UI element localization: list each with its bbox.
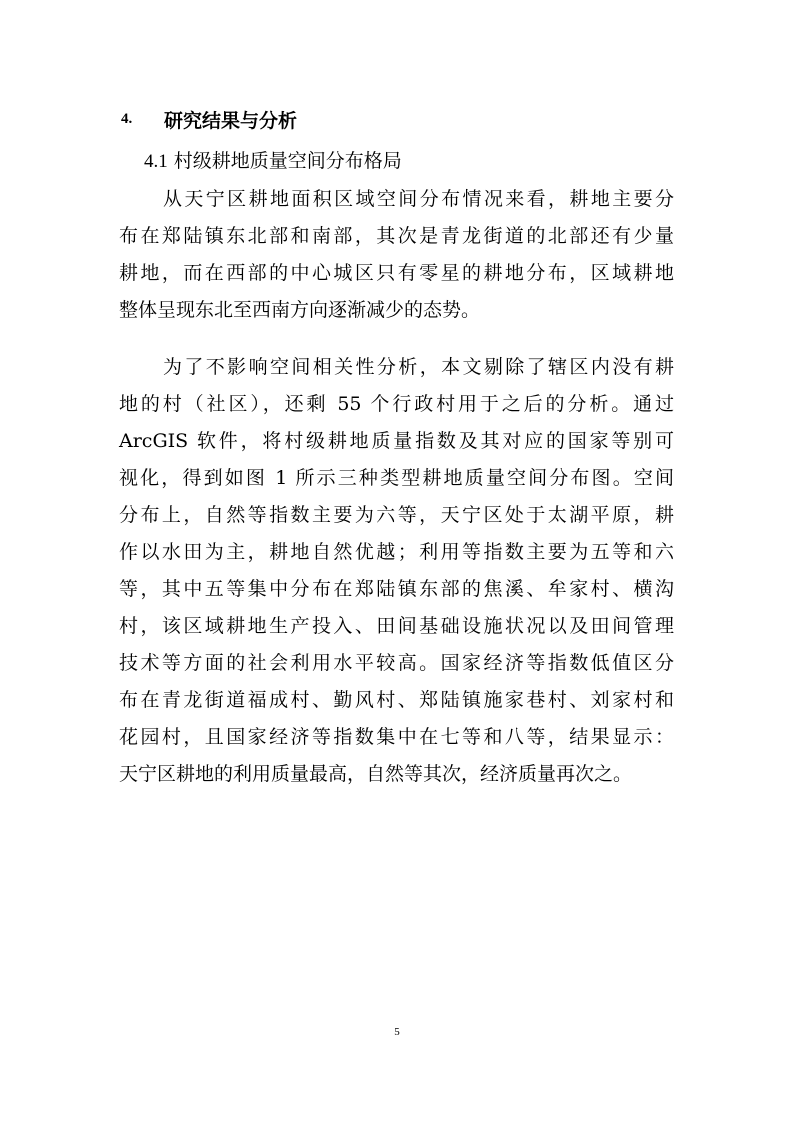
section-heading — [121, 103, 297, 135]
paragraph-line: 分布上，自然等指数主要为六等，天宁区处于太湖平原，耕 — [119, 504, 674, 526]
paragraph-2 — [119, 349, 674, 793]
paragraph-line: 技术等方面的社会利用水平较高。国家经济等指数低值区分 — [119, 652, 674, 674]
page-number: 5 — [394, 1026, 400, 1038]
paragraph-line: 布在郑陆镇东北部和南部，其次是青龙街道的北部还有少量 — [119, 225, 674, 247]
paragraph-line: 耕地，而在西部的中心城区只有零星的耕地分布，区域耕地 — [119, 262, 674, 284]
section-number: 4. — [121, 110, 133, 127]
section-title: 研究结果与分析 — [164, 109, 298, 132]
paragraph-line: 花园村，且国家经济等指数集中在七等和八等，结果显示： — [119, 726, 674, 748]
paragraph-line: 整体呈现东北至西南方向逐渐减少的态势。 — [119, 299, 481, 321]
paragraph-1 — [119, 181, 674, 329]
paragraph-line: 布在青龙街道福成村、勤风村、郑陆镇施家巷村、刘家村和 — [119, 689, 674, 711]
subsection-title: 村级耕地质量空间分布格局 — [173, 150, 402, 172]
paragraph-line: 从天宁区耕地面积区域空间分布情况来看，耕地主要分 — [163, 188, 674, 210]
paragraph-line: 为了不影响空间相关性分析，本文剔除了辖区内没有耕 — [163, 356, 674, 378]
paragraph-line: ArcGIS 软件，将村级耕地质量指数及其对应的国家等别可 — [119, 430, 674, 452]
paragraph-line: 村，该区域耕地生产投入、田间基础设施状况以及田间管理 — [119, 615, 674, 637]
paragraph-line: 天宁区耕地的利用质量最高，自然等其次，经济质量再次之。 — [119, 763, 633, 785]
paragraph-line: 等，其中五等集中分布在郑陆镇东部的焦溪、牟家村、横沟 — [119, 578, 674, 600]
paragraph-line: 地的村（社区），还剩 55 个行政村用于之后的分析。通过 — [119, 393, 674, 415]
subsection-heading — [144, 145, 402, 177]
paragraph-line: 作以水田为主，耕地自然优越；利用等指数主要为五等和六 — [119, 541, 674, 563]
subsection-number: 4.1 — [144, 151, 168, 172]
paragraph-line: 视化，得到如图 1 所示三种类型耕地质量空间分布图。空间 — [119, 467, 674, 489]
